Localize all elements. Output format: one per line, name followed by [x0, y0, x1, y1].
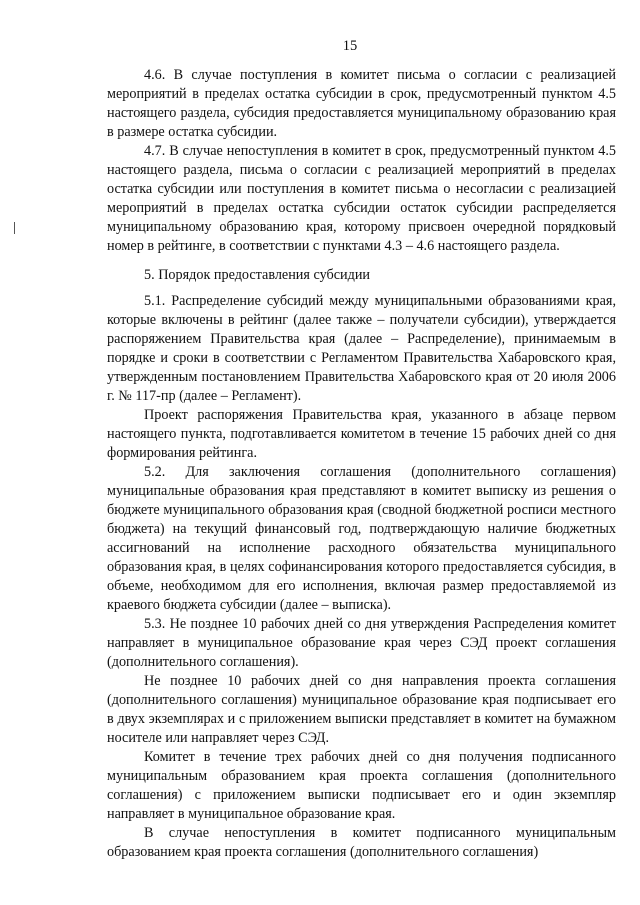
paragraph-5-2: 5.2. Для заключения соглашения (дополнительного соглашения) муниципальные образования края представляют в комитет выписку из решения о бюджете муниципального образования края (сводной бюджетной росписи местного бюджета) на текущий финансовый год, подтверждающую наличие бюджетных ассигнований на исполнение расходного обязательства муниципального образования края, в целях софинансирования которого предоставляется субсидия, в объеме, необходимом для его исполнения, включая размер предоставляемой из краевого бюджета субсидии (далее – выписка).	[107, 464, 616, 613]
paragraph-5-1: 5.1. Распределение субсидий между муниципальными образованиями края, которые включены в рейтинг (далее также – получатели субсидии), утверждается распоряжением Правительства края (далее – Распределение), принимаемым в порядке и сроки в соответствии с Регламентом Правительства Хабаровского края, утвержденным постановлением Правительства Хабаровского края от 20 июля 2006 г. № 117-пр (далее – Регламент).	[107, 293, 616, 404]
document-body	[107, 66, 616, 862]
paragraph-5-3: 5.3. Не позднее 10 рабочих дней со дня утверждения Распределения комитет направляет в муниципальное образование края через СЭД проект соглашения (дополнительного соглашения).	[107, 616, 616, 670]
paragraph-5-1-second: Проект распоряжения Правительства края, указанного в абзаце первом настоящего пункта, подготавливается комитетом в течение 15 рабочих дней со дня формирования рейтинга.	[107, 407, 616, 461]
paragraph-5-3-third: Комитет в течение трех рабочих дней со дня получения подписанного муниципальным образованием края проекта соглашения (дополнительного соглашения) с приложением выписки подписывает его и один экземпляр направляет в муниципальное образование края.	[107, 749, 616, 822]
paragraph-5-3-fourth: В случае непоступления в комитет подписанного муниципальным образованием края проекта соглашения (дополнительного соглашения)	[107, 825, 616, 860]
margin-mark	[14, 222, 15, 234]
paragraph-4-6: 4.6. В случае поступления в комитет письма о согласии с реализацией мероприятий в пределах остатка субсидии в срок, предусмотренный пунктом 4.5 настоящего раздела, субсидия предоставляется муниципальному образованию края в размере остатка субсидии.	[107, 67, 616, 140]
paragraph-5-3-second: Не позднее 10 рабочих дней со дня направления проекта соглашения (дополнительного соглашения) муниципальное образование края подписывает его в двух экземплярах и с приложением выписки представляет в комитет на бумажном носителе или направляет через СЭД.	[107, 673, 616, 746]
paragraph-4-7: 4.7. В случае непоступления в комитет в срок, предусмотренный пунктом 4.5 настоящего раздела, письма о согласии с реализацией мероприятий в пределах остатка субсидии или поступления в комитет письма о несогласии с реализацией мероприятий в пределах остатка субсидии остаток субсидии распределяется муниципальному образованию края, которому присвоен очередной порядковый номер в рейтинге, в соответствии с пунктами 4.3 – 4.6 настоящего раздела.	[107, 143, 616, 254]
page-number: 15	[342, 38, 358, 54]
section-heading-5: 5. Порядок предоставления субсидии	[144, 267, 371, 283]
